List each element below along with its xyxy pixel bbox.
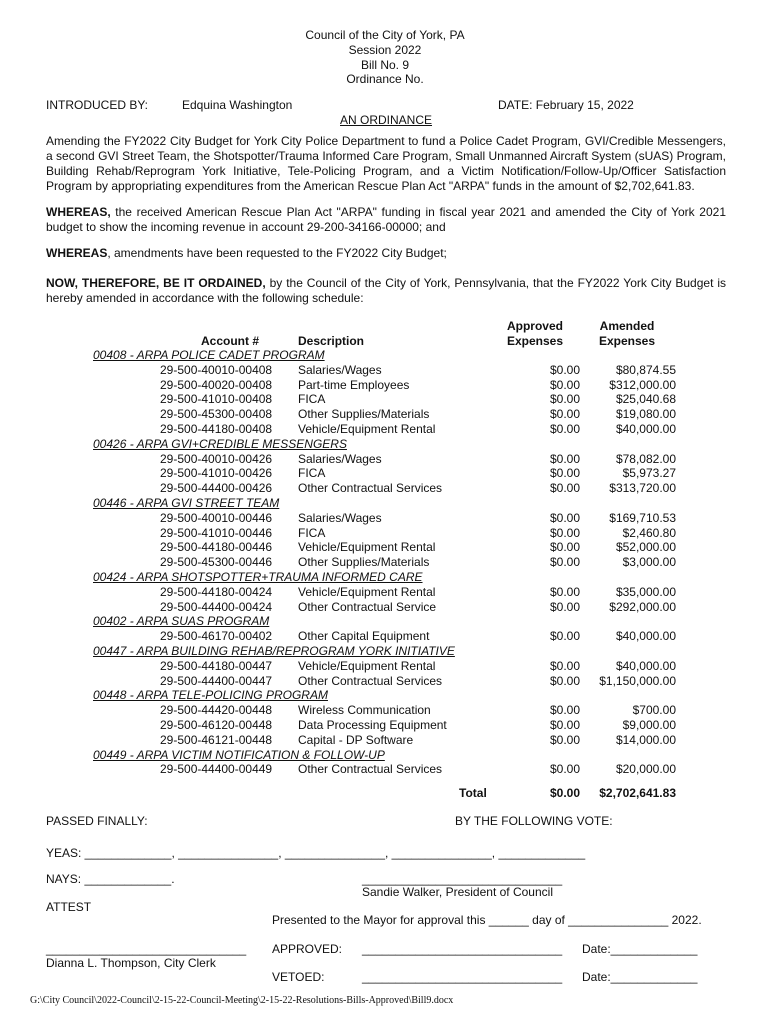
account-description: Other Contractual Services — [298, 762, 443, 777]
account-number: 29-500-44400-00447 — [160, 673, 273, 688]
account-number: 29-500-44400-00449 — [160, 762, 273, 777]
schedule-row — [0, 407, 770, 422]
account-number: 29-500-44180-00447 — [160, 658, 273, 673]
passed-finally-label: PASSED FINALLY: — [46, 814, 148, 828]
account-description: FICA — [298, 392, 326, 407]
schedule-row — [0, 481, 770, 496]
ordained-text: by the Council of the City of York, Pennsylvania, that the FY2022 York City Budget is hereby amended in accordance with the following schedule: — [46, 276, 726, 305]
amended-expense: $19,080.00 — [615, 407, 676, 422]
account-description: FICA — [298, 525, 326, 540]
approved-expense: $0.00 — [549, 718, 580, 732]
account-number: 29-500-44180-00408 — [160, 422, 273, 436]
schedule-section-title: 00447 - ARPA BUILDING REHAB/REPROGRAM YORK INITIATIVE — [93, 644, 455, 658]
amended-expense: $40,000.00 — [615, 658, 676, 673]
approved-date: Date:_____________ — [582, 942, 698, 956]
whereas-text: the received American Rescue Plan Act "ARPA" funding in fiscal year 2021 and amended the City of York 2021 budget to show the incoming revenue in account 29-200-34166-00000; and — [46, 205, 726, 234]
account-description: Other Capital Equipment — [298, 629, 430, 644]
account-description: Other Supplies/Materials — [298, 555, 430, 570]
approved-expense: $0.00 — [549, 525, 580, 540]
vetoed-label: VETOED: — [272, 970, 325, 984]
schedule-row — [0, 363, 770, 378]
account-number: 29-500-46170-00402 — [160, 629, 273, 644]
amended-expense: $20,000.00 — [615, 762, 676, 777]
approved-expense: $0.00 — [549, 510, 580, 525]
account-description: Vehicle/Equipment Rental — [298, 422, 436, 436]
schedule-row — [0, 378, 770, 393]
whereas-lead: WHEREAS, — [46, 205, 111, 219]
approved-expense: $0.00 — [549, 599, 580, 614]
account-description: Other Contractual Service — [298, 599, 437, 614]
account-number: 29-500-40010-00426 — [160, 451, 273, 466]
approved-expense: $0.00 — [549, 555, 580, 570]
president-signature-line: ______________________________ — [362, 872, 563, 886]
account-number: 29-500-45300-00408 — [160, 407, 273, 422]
approved-expense: $0.00 — [549, 658, 580, 673]
schedule-row — [0, 629, 770, 644]
account-description: Other Supplies/Materials — [298, 407, 430, 422]
schedule-row — [0, 733, 770, 748]
amended-expense: $169,710.53 — [609, 510, 676, 525]
total-row — [0, 786, 770, 801]
schedule-section-title: 00448 - ARPA TELE-POLICING PROGRAM — [93, 688, 328, 703]
account-description: Part-time Employees — [298, 377, 410, 392]
schedule-row — [0, 600, 770, 615]
description-header: Description — [298, 334, 365, 348]
amended-expense: $313,720.00 — [609, 481, 676, 496]
schedule-row — [0, 511, 770, 526]
account-description: Salaries/Wages — [298, 510, 382, 525]
account-number: 29-500-44180-00424 — [160, 584, 273, 599]
purpose-paragraph: Amending the FY2022 City Budget for York City Police Department to fund a Police Cadet Program, GVI/Credible Messengers, a second GVI Street Team, the Shotspotter/Trauma Informed Care Program, Small Unmanned Aircraft System (sUAS) Program, Building Rehab/Reprogram York Initiative, Tele-Policing Program, and a Victim Notification/Follow-Up/Officer Satisfaction Program by appropriating expenditures from the American Rescue Plan Act "ARPA" funds in the amount of $2,702,641.83. — [46, 134, 726, 193]
schedule-row — [0, 674, 770, 689]
amended-expense: $1,150,000.00 — [599, 673, 676, 688]
schedule-row — [0, 718, 770, 733]
account-number: 29-500-46120-00448 — [160, 718, 273, 732]
amended-expense: $14,000.00 — [615, 732, 676, 747]
approved-expense: $0.00 — [549, 407, 580, 422]
approved-expense: $0.00 — [549, 466, 580, 481]
approved-expense: $0.00 — [549, 703, 580, 718]
approved-label: APPROVED: — [272, 942, 343, 956]
header-line: Council of the City of York, PA — [305, 28, 465, 42]
amended-expense: $25,040.68 — [615, 392, 676, 407]
header-line: Ordinance No. — [346, 72, 424, 87]
vetoed-signature-line: ______________________________ — [362, 970, 563, 984]
amended-expense: $52,000.00 — [615, 540, 676, 555]
account-number: 29-500-44180-00446 — [160, 540, 273, 555]
amended-expense: $292,000.00 — [609, 599, 676, 614]
introduced-by-label: INTRODUCED BY: — [46, 98, 149, 112]
account-description: Data Processing Equipment — [298, 718, 447, 732]
schedule-row — [0, 762, 770, 777]
approved-expense: $0.00 — [549, 540, 580, 555]
account-number: 29-500-41010-00426 — [160, 466, 273, 481]
approved-expense: $0.00 — [549, 732, 580, 747]
account-number: 29-500-44420-00448 — [160, 703, 273, 718]
amended-expense: $40,000.00 — [615, 629, 676, 644]
approved-signature-line: ______________________________ — [362, 942, 563, 956]
schedule-section-title: 00408 - ARPA POLICE CADET PROGRAM — [93, 348, 325, 362]
account-description: Salaries/Wages — [298, 362, 382, 377]
approved-expense: $0.00 — [549, 392, 580, 407]
account-number: 29-500-40010-00408 — [160, 362, 273, 377]
account-number: 29-500-44400-00424 — [160, 599, 273, 614]
president-name: Sandie Walker, President of Council — [362, 885, 553, 899]
schedule-row — [0, 555, 770, 570]
date-label: DATE: February 15, 2022 — [498, 98, 634, 112]
total-approved: $0.00 — [549, 786, 580, 800]
schedule-section-title: 00426 - ARPA GVI+CREDIBLE MESSENGERS — [93, 436, 347, 451]
approved-expense: $0.00 — [549, 673, 580, 688]
schedule-section-title: 00424 - ARPA SHOTSPOTTER+TRAUMA INFORMED CARE — [93, 570, 423, 584]
nays-line: NAYS: _____________. — [46, 872, 175, 886]
account-description: Capital - DP Software — [298, 732, 414, 747]
vetoed-date: Date:_____________ — [582, 970, 698, 984]
total-amended: $2,702,641.83 — [599, 786, 676, 800]
amended-expense: $78,082.00 — [615, 451, 676, 466]
whereas-lead: WHEREAS — [46, 246, 108, 260]
amended-header: Amended Expenses — [598, 319, 656, 348]
account-description: Vehicle/Equipment Rental — [298, 584, 436, 599]
attest-label: ATTEST — [46, 900, 92, 914]
account-number: 29-500-46121-00448 — [160, 732, 273, 747]
amended-expense: $700.00 — [632, 703, 676, 718]
account-number: 29-500-41010-00408 — [160, 392, 273, 407]
approved-header: Approved Expenses — [506, 319, 564, 348]
amended-expense: $9,000.00 — [622, 718, 676, 732]
by-following-vote-label: BY THE FOLLOWING VOTE: — [455, 814, 613, 828]
account-header: Account # — [201, 334, 260, 348]
account-number: 29-500-44400-00426 — [160, 481, 273, 496]
whereas-paragraph-1 — [46, 205, 726, 235]
approved-expense: $0.00 — [549, 481, 580, 496]
ordained-lead: NOW, THEREFORE, BE IT ORDAINED, — [46, 276, 266, 290]
yeas-line: YEAS: _____________, _______________, _______________, _______________, _____________ — [46, 846, 586, 860]
amended-expense: $35,000.00 — [615, 584, 676, 599]
schedule-row — [0, 466, 770, 481]
amended-expense: $40,000.00 — [615, 422, 676, 436]
total-label: Total — [459, 786, 487, 800]
amended-expense: $80,874.55 — [615, 362, 676, 377]
schedule-row — [0, 452, 770, 467]
account-description: Vehicle/Equipment Rental — [298, 540, 436, 555]
introduced-by-name: Edquina Washington — [182, 98, 293, 112]
approved-expense: $0.00 — [549, 584, 580, 599]
whereas-paragraph-2 — [46, 246, 726, 261]
account-description: Other Contractual Services — [298, 481, 443, 496]
account-number: 29-500-45300-00446 — [160, 555, 273, 570]
clerk-name: Dianna L. Thompson, City Clerk — [46, 956, 216, 970]
approved-expense: $0.00 — [549, 377, 580, 392]
schedule-row — [0, 703, 770, 718]
schedule-row — [0, 392, 770, 407]
ordinance-title: AN ORDINANCE — [340, 113, 433, 127]
whereas-text: , amendments have been requested to the FY2022 City Budget; — [107, 246, 447, 260]
amended-expense: $5,973.27 — [622, 466, 676, 481]
schedule-row — [0, 659, 770, 674]
schedule-row — [0, 526, 770, 541]
ordained-paragraph — [46, 276, 726, 306]
header-line: Bill No. 9 — [360, 57, 410, 72]
schedule-section-title: 00449 - ARPA VICTIM NOTIFICATION & FOLLOW-UP — [93, 747, 385, 762]
schedule-section-title: 00446 - ARPA GVI STREET TEAM — [93, 496, 280, 510]
file-path-footer: G:\City Council\2022-Council\2-15-22-Council-Meeting\2-15-22-Resolutions-Bills-Approved\Bill9.docx — [30, 995, 454, 1006]
schedule-section-title: 00402 - ARPA SUAS PROGRAM — [93, 614, 270, 629]
presented-to-mayor-line: Presented to the Mayor for approval this ______ day of _______________ 2022. — [272, 913, 702, 927]
account-description: Salaries/Wages — [298, 451, 382, 466]
document-header — [0, 28, 770, 87]
clerk-signature-line: ______________________________ — [46, 942, 247, 956]
approved-expense: $0.00 — [549, 629, 580, 644]
schedule-row — [0, 422, 770, 437]
approved-expense: $0.00 — [549, 362, 580, 377]
account-number: 29-500-41010-00446 — [160, 525, 273, 540]
account-number: 29-500-40010-00446 — [160, 510, 273, 525]
approved-expense: $0.00 — [549, 422, 580, 436]
account-number: 29-500-40020-00408 — [160, 377, 273, 392]
header-line: Session 2022 — [348, 42, 422, 57]
amended-expense: $312,000.00 — [609, 377, 676, 392]
approved-expense: $0.00 — [549, 762, 580, 777]
schedule-row — [0, 540, 770, 555]
account-description: Other Contractual Services — [298, 673, 443, 688]
account-description: Wireless Communication — [298, 703, 431, 718]
account-description: Vehicle/Equipment Rental — [298, 658, 436, 673]
schedule-row — [0, 585, 770, 600]
amended-expense: $2,460.80 — [622, 525, 676, 540]
approved-expense: $0.00 — [549, 451, 580, 466]
account-description: FICA — [298, 466, 326, 481]
amended-expense: $3,000.00 — [622, 555, 676, 570]
